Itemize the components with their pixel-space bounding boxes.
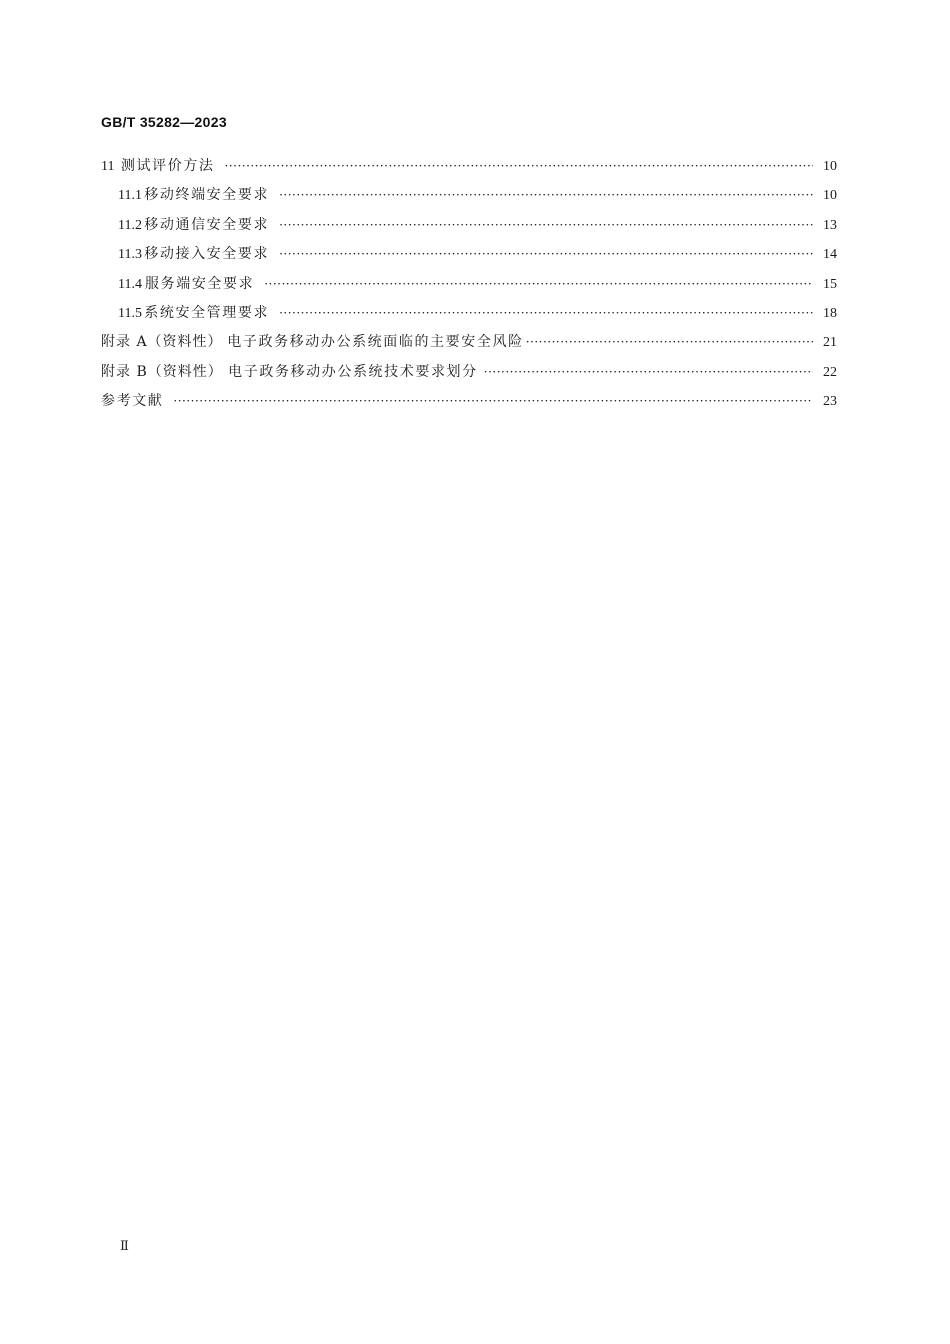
toc-entry-references[interactable]	[101, 391, 837, 420]
toc-entry-page: 18	[823, 305, 837, 321]
appendix-label: 附录 A（资料性）	[101, 334, 223, 351]
toc-entry-page: 14	[823, 247, 837, 263]
toc-entry-appendix-b[interactable]	[101, 362, 837, 391]
dot-leader	[526, 332, 813, 352]
toc-entry-title: 移动通信安全要求	[144, 216, 270, 233]
toc-entry-page: 15	[823, 276, 837, 292]
dot-leader	[279, 244, 813, 264]
dot-leader	[279, 303, 813, 323]
toc-entry-title: 测试评价方法	[120, 158, 215, 174]
toc-entry-title: 电子政务移动办公系统技术要求划分	[228, 363, 478, 380]
toc-entry-11-1[interactable]	[101, 185, 837, 214]
dot-leader	[484, 362, 813, 382]
toc-entry-11[interactable]	[101, 156, 837, 185]
toc-entry-appendix-a[interactable]	[101, 332, 837, 361]
toc-entry-page: 23	[823, 394, 837, 410]
toc-entry-page: 21	[823, 335, 837, 351]
table-of-contents	[101, 156, 837, 421]
toc-entry-title: 系统安全管理要求	[144, 304, 270, 321]
toc-entry-11-5[interactable]	[101, 303, 837, 332]
toc-entry-11-3[interactable]	[101, 244, 837, 273]
dot-leader	[264, 274, 813, 294]
dot-leader	[279, 185, 813, 205]
toc-entry-11-4[interactable]	[101, 274, 837, 303]
toc-entry-number: 11.1	[118, 188, 142, 204]
dot-leader	[173, 391, 813, 411]
toc-entry-title: 移动终端安全要求	[144, 187, 270, 204]
toc-entry-page: 22	[823, 364, 837, 380]
dot-leader	[225, 156, 813, 176]
page-number: Ⅱ	[120, 1238, 129, 1253]
toc-entry-number: 11.4	[118, 276, 142, 292]
toc-entry-title: 移动接入安全要求	[144, 246, 270, 263]
toc-entry-number: 11.5	[118, 305, 142, 321]
toc-entry-title: 参考文献	[101, 393, 164, 410]
standard-code: GB/T 35282—2023	[101, 114, 227, 130]
toc-entry-number: 11.3	[118, 247, 142, 263]
toc-entry-title: 服务端安全要求	[145, 275, 255, 292]
toc-entry-number: 11	[101, 159, 115, 174]
toc-entry-page: 10	[823, 159, 837, 174]
dot-leader	[279, 215, 813, 235]
toc-entry-number: 11.2	[118, 217, 142, 233]
toc-entry-11-2[interactable]	[101, 215, 837, 244]
appendix-label: 附录 B（资料性）	[101, 363, 223, 380]
toc-entry-page: 13	[823, 217, 837, 233]
toc-entry-page: 10	[823, 188, 837, 204]
toc-entry-title: 电子政务移动办公系统面临的主要安全风险	[227, 334, 524, 351]
